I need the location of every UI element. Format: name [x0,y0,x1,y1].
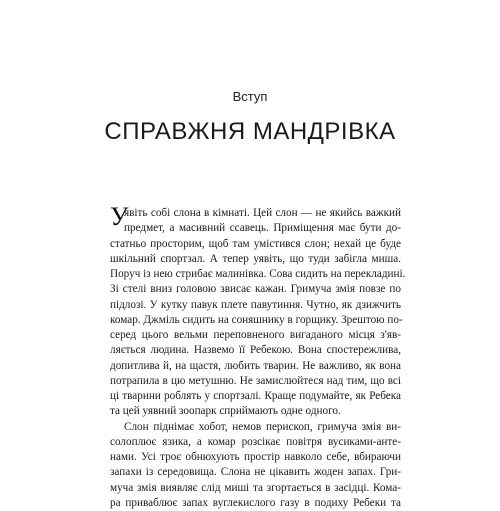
text-line: запахи із середовища. Слона не цікавить жоден запах. Гри- [110,466,401,479]
body-text [110,202,406,511]
text-line: Зі стелі вниз головою звисає кажан. Гримуча змія повзе по [110,283,401,296]
section-label: Вступ [232,89,268,104]
text-line: комар. Джміль сидить на соняшнику в горщику. Зрештою по- [110,313,403,326]
text-line: солоплює язика, а комар розсікає повітря вусиками-анте- [110,435,401,448]
text-line: шкільний спортзал. А тепер уявіть, що туди забігла миша. [110,252,401,265]
text-line: статньо просторим, щоб там умістився слон; нехай це буде [110,237,401,250]
text-line: Слон піднімає хобот, немов перископ, гримуча змія ви- [124,420,401,433]
drop-cap: У [110,202,129,231]
text-line: предмет, а масивний ссавець. Приміщення має бути до- [124,222,401,235]
text-line: серед цього вельми переповненого вигаданого місця з'яв- [110,329,401,341]
text-line: ці тварини роблять у спортзалі. Краще подумайте, як Ребека [110,390,401,402]
text-line: підлозі. У кутку павук плете павутиння. Чутно, як дзижчить [110,298,401,311]
text-line: муча змія виявляє слід миші та згортається в засідці. Кома- [110,481,401,494]
text-line: нами. Усі троє обнюхують простір навколо себе, вбираючи [110,451,401,463]
chapter-title: СПРАВЖНЯ МАНДРІВКА [104,118,396,145]
text-line: допитлива й, на щастя, любить тварин. Не важливо, як вона [110,359,401,372]
text-line: потрапила в цю метушню. Не замислюйтеся над тим, що всі [110,374,401,387]
text-line: явіть собі слона в кімнаті. Цей слон — не якийсь важкий [124,207,401,219]
text-line: та цей уявний зоопарк сприймають одне одного. [110,405,341,418]
text-line: ра приваблює запах вуглекислого газу в подиху Ребеки та [110,496,401,509]
text-line: Поруч із нею стрибає малинівка. Сова сидить на перекладині. [110,268,406,280]
text-line: ляється людина. Назвемо її Ребекою. Вона спостережлива, [110,344,401,357]
